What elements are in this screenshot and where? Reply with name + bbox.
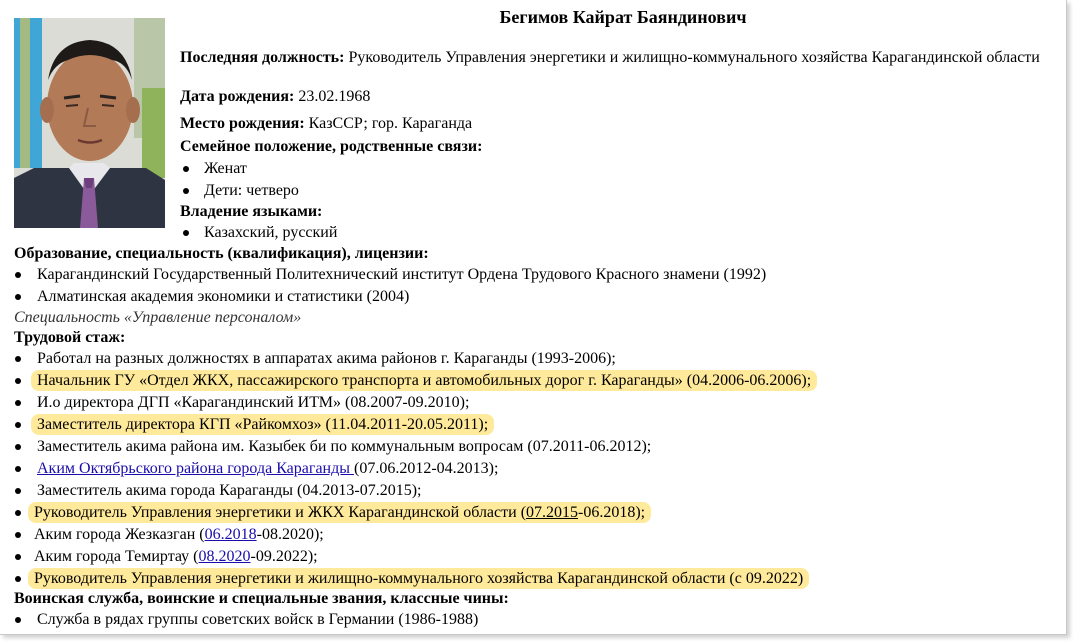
education-list bbox=[14, 264, 766, 308]
family-heading: Семейное положение, родственные связи: bbox=[180, 138, 483, 155]
work-item: Заместитель акима района им. Казыбек би по коммунальным вопросам (07.2011-06.2012); bbox=[14, 436, 817, 458]
highlight-marker: Руководитель Управления энергетики и жилищно-коммунального хозяйства Карагандинской области (с 09.2022) bbox=[28, 568, 809, 589]
work-item: Работал на разных должностях в аппаратах акима районов г. Караганды (1993-2006); bbox=[14, 348, 817, 370]
languages-list bbox=[180, 222, 337, 244]
work-item bbox=[14, 502, 817, 524]
work-heading: Трудовой стаж: bbox=[14, 329, 126, 346]
work-item bbox=[14, 414, 817, 436]
list-item: Женат bbox=[180, 158, 299, 180]
birth-date bbox=[180, 88, 370, 106]
list-item: Служба в рядах группы советских войск в Германии (1986-1988) bbox=[14, 609, 478, 631]
akim-oktyabrsky-link[interactable]: Аким Октябрьского района города Караганды bbox=[37, 460, 354, 477]
last-position bbox=[180, 49, 1066, 67]
work-item: Аким города Жезказган (06.2018-08.2020); bbox=[14, 524, 817, 546]
list-item: Дети: четверо bbox=[180, 180, 299, 202]
person-name: Бегимов Кайрат Баяндинович bbox=[499, 7, 747, 27]
highlight-marker: Начальник ГУ «Отдел ЖКХ, пассажирского транспорта и автомобильных дорог г. Караганды» (04.2006-06.2006); bbox=[31, 370, 817, 391]
last-position-label: Последняя должность: bbox=[180, 49, 345, 66]
work-item bbox=[14, 370, 817, 392]
work-item: Аким города Темиртау (08.2020-09.2022); bbox=[14, 546, 817, 568]
family-list bbox=[180, 158, 299, 202]
date-link-2020[interactable]: 08.2020 bbox=[198, 548, 251, 565]
education-heading: Образование, специальность (квалификация), лицензии: bbox=[14, 245, 429, 262]
portrait-photo bbox=[14, 18, 165, 228]
birth-place-value: КазССР; гор. Караганда bbox=[308, 115, 473, 132]
military-list bbox=[14, 609, 478, 631]
date-link-2015[interactable]: 07.2015 bbox=[526, 504, 579, 521]
work-item: Заместитель акима города Караганды (04.2013-07.2015); bbox=[14, 480, 817, 502]
list-item: Алматинская академия экономики и статистики (2004) bbox=[14, 286, 766, 308]
specialty: Специальность «Управление персоналом» bbox=[14, 309, 302, 326]
birth-date-value: 23.02.1968 bbox=[298, 88, 371, 105]
highlight-marker: Заместитель директора КГП «Райкомхоз» (11.04.2011-20.05.2011); bbox=[31, 414, 494, 435]
work-item: И.о директора ДГП «Карагандинский ИТМ» (08.2007-09.2010); bbox=[14, 392, 817, 414]
list-item: Казахский, русский bbox=[180, 222, 337, 244]
last-position-value: Руководитель Управления энергетики и жилищно-коммунального хозяйства Карагандинской области bbox=[348, 49, 1040, 66]
birth-place-label: Место рождения: bbox=[180, 115, 305, 132]
birth-date-label: Дата рождения: bbox=[180, 88, 295, 105]
list-item: Карагандинский Государственный Политехнический институт Ордена Трудового Красного знамени (1992) bbox=[14, 264, 766, 286]
work-list bbox=[14, 348, 817, 590]
highlight-marker: Руководитель Управления энергетики и ЖКХ Карагандинской области (07.2015-06.2018); bbox=[28, 502, 651, 523]
military-heading: Воинская служба, воинские и специальные звания, классные чины: bbox=[14, 590, 509, 607]
birth-place bbox=[180, 115, 472, 133]
work-item bbox=[14, 568, 817, 590]
languages-heading: Владение языками: bbox=[180, 203, 323, 220]
work-item: Аким Октябрьского района города Караганды (07.06.2012-04.2013); bbox=[14, 458, 817, 480]
date-link-2018[interactable]: 06.2018 bbox=[204, 526, 257, 543]
